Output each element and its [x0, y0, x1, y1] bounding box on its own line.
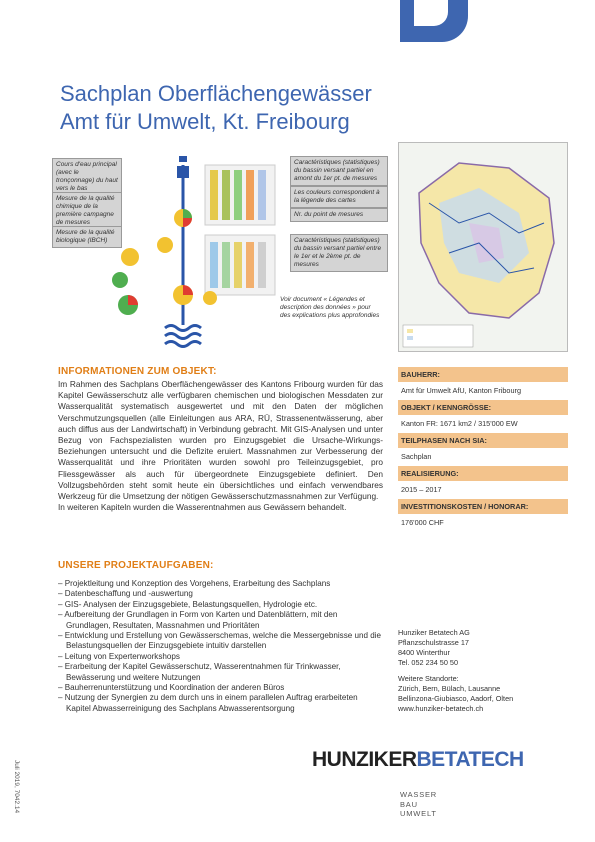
bauherr-value: Amt für Umwelt AfU, Kanton Fribourg: [401, 386, 522, 395]
map-graphic: [399, 143, 567, 351]
company-phone: Tel. 052 234 50 50: [398, 658, 459, 667]
objekt-label: OBJEKT / KENNGRÖSSE:: [398, 400, 568, 415]
project-facts-sidebar: [398, 367, 568, 532]
task-item: – Nutzung der Synergien zu dem durch uns in einem parallelen Auftrag erarbeiteten Kapitel Abwasserreinigung des Sachplans Abwasserentsorgung: [58, 693, 383, 714]
figure-note-6: Nr. du point de mesures: [290, 208, 388, 222]
objekt-value: Kanton FR: 1671 km2 / 315'000 EW: [401, 419, 518, 428]
task-item: – Leitung von Expertenworkshops: [58, 652, 383, 662]
company-website[interactable]: www.hunziker-betatech.ch: [398, 704, 484, 713]
tasks-section: [58, 560, 383, 714]
info-heading: INFORMATIONEN ZUM OBJEKT:: [58, 366, 217, 377]
catchment-map-image: [398, 142, 568, 352]
title-line-1: Sachplan Oberflächengewässer: [60, 81, 372, 106]
task-item: – Aufbereitung der Grundlagen in Form von Karten und Datenblättern, mit den Grundlagen, Resultaten, Massnahmen und Prioritäten: [58, 610, 383, 631]
realisierung-label: REALISIERUNG:: [398, 466, 568, 481]
bauherr-label: BAUHERR:: [398, 367, 568, 382]
info-paragraph: Im Rahmen des Sachplans Oberflächengewässer des Kantons Fribourg wurden für das Kapitel Gewässerschutz alle verfügbaren chemischen und biologischen Messdaten zur Wasserqualität systematisch ausgewertet und mit den Daten der möglichen Verschmutzungsquellen (alle Einleitungen aus ARA, RÜ, Strassenentwässerung, aber auch diffus aus der Landwirtschaft) in Verbindung gebracht. Mit GIS-Analysen und unter Bezug von Fachspezialisten wurden pro Einzugsgebiet die Ursache-Wirkungs-Beziehungen untersucht und die Defizite eruiert. Massnahmen zur Verbesserung der Wasserqualität und ihre Prioritäten wurden sowohl pro Teileinzugsgebiet, pro Fliessgewässer als auch für übergeordnete Einzugsgebiete definiert. Den Vollzugsbehörden steht somit heute ein übersichtliches und einfach verwendbares Werkzeug für die Umsetzung der nötigen Gewässerschutzmassnahmen zur Verfügung.: [58, 379, 383, 502]
page-title: [60, 80, 372, 136]
task-item: – Datenbeschaffung und -auswertung: [58, 589, 383, 599]
company-logo: [312, 748, 524, 772]
title-line-2: Amt für Umwelt, Kt. Freibourg: [60, 109, 350, 134]
teilphasen-value: Sachplan: [401, 452, 432, 461]
task-item: – Entwicklung und Erstellung von Gewässerschemas, welche die Messergebnisse und die Belastungsquellen der Einzugsgebiete intuitiv darstellen: [58, 631, 383, 652]
standorte-label: Weitere Standorte:: [398, 674, 459, 683]
task-item: – Bauherrenunterstützung und Koordination der anderen Büros: [58, 683, 383, 693]
figure-note-2: Mesure de la qualité chimique de la première campagne de mesures: [52, 192, 122, 230]
date-code: Juli 2019, 7042.14: [13, 760, 20, 814]
info-section: [58, 366, 383, 513]
company-city: 8400 Winterthur: [398, 648, 450, 657]
figure-note-8: Voir document « Légendes et description des données » pour des explications plus approfondies: [280, 296, 380, 319]
figure-note-5: Les couleurs correspondent à la légende des cartes: [290, 186, 388, 208]
info-paragraph-2: In weiteren Kapiteln wurden die Wasserentnahmen aus Gewässern behandelt.: [58, 502, 347, 513]
tagline-wasser: WASSER: [400, 790, 438, 799]
company-name: Hunziker Betatech AG: [398, 628, 470, 637]
tagline-umwelt: UMWELT: [400, 809, 437, 819]
figure-note-3: Mesure de la qualité biologique (IBCH): [52, 226, 122, 248]
figure-note-7: Caractéristiques (statistiques) du bassin versant partiel entre le 1er et le 2ème pt. de mesures: [290, 234, 388, 272]
kosten-value: 176'000 CHF: [401, 518, 444, 527]
tasks-heading: UNSERE PROJEKTAUFGABEN:: [58, 560, 214, 571]
figure-note-4: Caractéristiques (statistiques) du bassin versant partiel en amont du 1er pt. de mesures: [290, 156, 388, 186]
tagline: [400, 790, 437, 819]
kosten-label: INVESTITIONSKOSTEN / HONORAR:: [398, 499, 568, 514]
standorte-line-2: Bellinzona-Giubiasco, Aadorf, Olten: [398, 694, 514, 703]
figure-note-1: Cours d'eau principal (avec le tronçonnage) du haut vers le bas: [52, 158, 122, 196]
task-item: – Erarbeitung der Kapitel Gewässerschutz, Wasserentnahmen für Trinkwasser, Bewässerung und weitere Nutzungen: [58, 662, 383, 683]
standorte-line-1: Zürich, Bern, Bülach, Lausanne: [398, 684, 501, 693]
task-item: – GIS- Analysen der Einzugsgebiete, Belastungsquellen, Hydrologie etc.: [58, 600, 383, 610]
teilphasen-label: TEILPHASEN NACH SIA:: [398, 433, 568, 448]
corner-logo-mark: [400, 0, 468, 42]
water-schema-figure: [56, 150, 390, 350]
task-list: [58, 579, 383, 714]
logo-part-1: HUNZIKER: [312, 748, 417, 771]
realisierung-value: 2015 – 2017: [401, 485, 442, 494]
company-address: [398, 628, 568, 714]
task-item: – Projektleitung und Konzeption des Vorgehens, Erarbeitung des Sachplans: [58, 579, 383, 589]
tagline-bau: BAU: [400, 799, 418, 809]
company-street: Pflanzschulstrasse 17: [398, 638, 469, 647]
logo-part-2: BETATECH: [416, 748, 524, 771]
